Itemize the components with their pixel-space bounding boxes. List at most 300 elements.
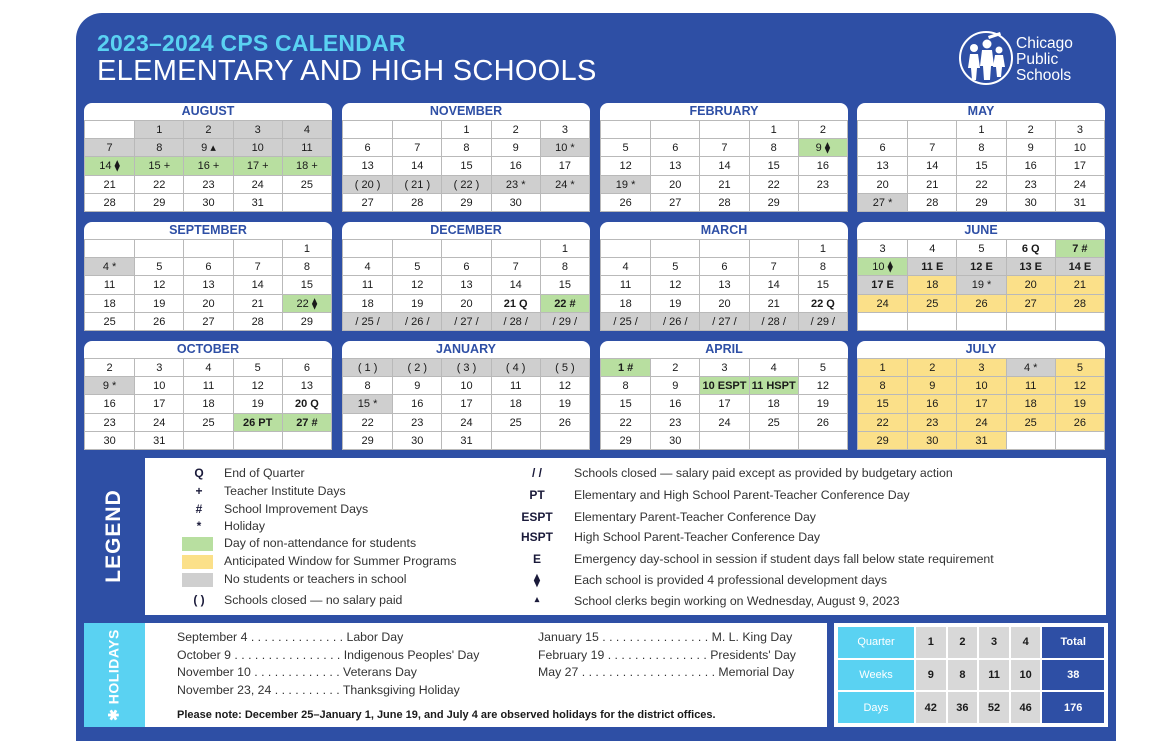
day-cell: 12 bbox=[392, 275, 441, 293]
table-cell: 46 bbox=[1011, 692, 1041, 723]
day-cell bbox=[540, 193, 589, 211]
day-cell: 30 bbox=[85, 431, 134, 449]
day-cell: 2 bbox=[650, 358, 699, 376]
day-cell: 22 Q bbox=[798, 294, 847, 312]
table-cell: 36 bbox=[948, 692, 978, 723]
day-cell: 31 bbox=[956, 431, 1005, 449]
day-cell: 15 bbox=[282, 275, 331, 293]
day-cell: 10 bbox=[134, 376, 183, 394]
day-cell: 4 * bbox=[1006, 358, 1055, 376]
holiday-item: January 15 . . . . . . . . . . . . . . . . M. L. King Day bbox=[538, 630, 793, 644]
day-cell: 12 bbox=[650, 275, 699, 293]
day-cell: 26 bbox=[798, 413, 847, 431]
legend-symbol: + bbox=[195, 484, 203, 498]
month-august bbox=[84, 103, 332, 212]
day-cell: 11 E bbox=[907, 257, 956, 275]
day-cell: 4 bbox=[601, 257, 650, 275]
month-grid bbox=[84, 239, 332, 331]
day-cell: 3 bbox=[699, 358, 748, 376]
holidays-panel bbox=[84, 623, 827, 727]
table-cell: Days bbox=[838, 692, 914, 723]
day-cell: / 27 / bbox=[441, 312, 490, 330]
day-cell: 10 bbox=[956, 376, 1005, 394]
day-cell bbox=[183, 239, 232, 257]
day-cell: 26 bbox=[540, 413, 589, 431]
day-cell: 8 bbox=[749, 138, 798, 156]
table-cell: 2 bbox=[948, 627, 978, 658]
day-cell: ( 20 ) bbox=[343, 175, 392, 193]
table-cell: 10 bbox=[1011, 660, 1041, 691]
day-cell: 5 bbox=[650, 257, 699, 275]
table-row bbox=[838, 692, 1104, 723]
day-cell: 22 bbox=[956, 175, 1005, 193]
day-cell: 1 bbox=[134, 120, 183, 138]
table-cell: 9 bbox=[916, 660, 946, 691]
green-swatch bbox=[182, 537, 213, 551]
day-cell: 15 bbox=[540, 275, 589, 293]
logo-text: Chicago Public Schools bbox=[1016, 35, 1073, 84]
day-cell: 17 bbox=[540, 156, 589, 174]
day-cell: ( 22 ) bbox=[441, 175, 490, 193]
day-cell bbox=[699, 239, 748, 257]
day-cell: 29 bbox=[343, 431, 392, 449]
legend-text: Schools closed — no salary paid bbox=[224, 593, 403, 607]
day-cell bbox=[282, 431, 331, 449]
day-cell: 11 bbox=[491, 376, 540, 394]
day-cell: 1 bbox=[956, 120, 1005, 138]
day-cell: 20 bbox=[858, 175, 907, 193]
day-cell: 16 bbox=[491, 156, 540, 174]
holiday-item: November 23, 24 . . . . . . . . . . Thanksgiving Holiday bbox=[177, 683, 460, 697]
legend-symbol: ( ) bbox=[193, 593, 205, 607]
calendar-subtitle: ELEMENTARY AND HIGH SCHOOLS bbox=[97, 55, 597, 87]
month-october bbox=[84, 341, 332, 450]
yellow-swatch bbox=[182, 555, 213, 569]
day-cell: 9 bbox=[392, 376, 441, 394]
day-cell: 11 bbox=[343, 275, 392, 293]
month-grid bbox=[342, 120, 590, 212]
day-cell: 16 bbox=[907, 394, 956, 412]
day-cell: 4 bbox=[907, 239, 956, 257]
calendar-title: 2023–2024 CPS CALENDAR bbox=[97, 30, 406, 56]
day-cell: 13 bbox=[441, 275, 490, 293]
day-cell: 6 Q bbox=[1006, 239, 1055, 257]
holiday-item: February 19 . . . . . . . . . . . . . . . Presidents' Day bbox=[538, 648, 796, 662]
day-cell: 25 bbox=[749, 413, 798, 431]
day-cell: 12 E bbox=[956, 257, 1005, 275]
day-cell bbox=[907, 120, 956, 138]
month-december bbox=[342, 222, 590, 331]
day-cell: 31 bbox=[134, 431, 183, 449]
day-cell: 6 bbox=[183, 257, 232, 275]
legend-symbol: PT bbox=[529, 488, 545, 502]
quarter-table-grid bbox=[836, 625, 1106, 725]
day-cell: 25 bbox=[85, 312, 134, 330]
day-cell bbox=[798, 193, 847, 211]
legend-symbol: Q bbox=[194, 466, 204, 480]
day-cell: 20 Q bbox=[282, 394, 331, 412]
day-cell: 17 bbox=[134, 394, 183, 412]
day-cell: 27 * bbox=[858, 193, 907, 211]
day-cell: 21 bbox=[749, 294, 798, 312]
day-cell: 17 bbox=[1055, 156, 1104, 174]
day-cell: 22 bbox=[343, 413, 392, 431]
day-cell: 4 bbox=[343, 257, 392, 275]
day-cell: 4 bbox=[183, 358, 232, 376]
day-cell: 19 * bbox=[601, 175, 650, 193]
day-cell: 3 bbox=[1055, 120, 1104, 138]
day-cell: 26 bbox=[1055, 413, 1104, 431]
month-july bbox=[857, 341, 1105, 450]
day-cell: 30 bbox=[183, 193, 232, 211]
month-grid bbox=[342, 358, 590, 450]
day-cell: 29 bbox=[601, 431, 650, 449]
legend-symbol: * bbox=[196, 519, 202, 533]
day-cell bbox=[907, 312, 956, 330]
table-cell: 42 bbox=[916, 692, 946, 723]
month-grid bbox=[857, 239, 1105, 331]
day-cell: 10 bbox=[1055, 138, 1104, 156]
day-cell: 12 bbox=[233, 376, 282, 394]
day-cell bbox=[282, 193, 331, 211]
month-november bbox=[342, 103, 590, 212]
day-cell: 18 bbox=[749, 394, 798, 412]
day-cell: / 26 / bbox=[650, 312, 699, 330]
day-cell: 7 bbox=[749, 257, 798, 275]
day-cell: 3 bbox=[134, 358, 183, 376]
day-cell: 22 bbox=[858, 413, 907, 431]
legend-text: Anticipated Window for Summer Programs bbox=[224, 554, 457, 568]
day-cell: 19 bbox=[233, 394, 282, 412]
day-cell: 30 bbox=[491, 193, 540, 211]
day-cell: 8 bbox=[441, 138, 490, 156]
day-cell bbox=[343, 120, 392, 138]
day-cell: 6 bbox=[699, 257, 748, 275]
day-cell: 28 bbox=[85, 193, 134, 211]
table-row bbox=[838, 627, 1104, 658]
day-cell: 29 bbox=[956, 193, 1005, 211]
day-cell: 22 ⧫ bbox=[282, 294, 331, 312]
day-cell: 1 bbox=[441, 120, 490, 138]
day-cell: 7 bbox=[85, 138, 134, 156]
day-cell: 17 bbox=[956, 394, 1005, 412]
day-cell: 25 bbox=[907, 294, 956, 312]
day-cell: 19 bbox=[134, 294, 183, 312]
day-cell: 23 bbox=[183, 175, 232, 193]
day-cell: 18 bbox=[907, 275, 956, 293]
day-cell: 3 bbox=[540, 120, 589, 138]
month-grid bbox=[84, 120, 332, 212]
legend-symbol: HSPT bbox=[520, 530, 553, 544]
day-cell: 14 bbox=[233, 275, 282, 293]
day-cell bbox=[650, 120, 699, 138]
day-cell: 9 bbox=[907, 376, 956, 394]
day-cell bbox=[749, 431, 798, 449]
day-cell: 9 * bbox=[85, 376, 134, 394]
day-cell: 16 bbox=[798, 156, 847, 174]
day-cell: 8 bbox=[798, 257, 847, 275]
day-cell: 6 bbox=[441, 257, 490, 275]
day-cell bbox=[749, 239, 798, 257]
day-cell: 6 bbox=[650, 138, 699, 156]
day-cell: 22 # bbox=[540, 294, 589, 312]
day-cell: 9 bbox=[650, 376, 699, 394]
month-grid bbox=[600, 239, 848, 331]
legend-text: Day of non-attendance for students bbox=[224, 536, 417, 550]
day-cell: 22 bbox=[749, 175, 798, 193]
day-cell: 13 E bbox=[1006, 257, 1055, 275]
day-cell: 22 bbox=[601, 413, 650, 431]
day-cell bbox=[540, 431, 589, 449]
day-cell: / 25 / bbox=[343, 312, 392, 330]
day-cell bbox=[1006, 312, 1055, 330]
day-cell: ( 2 ) bbox=[392, 358, 441, 376]
day-cell: 8 bbox=[956, 138, 1005, 156]
day-cell: 7 bbox=[491, 257, 540, 275]
day-cell bbox=[1006, 431, 1055, 449]
day-cell: 20 bbox=[441, 294, 490, 312]
day-cell: 5 bbox=[1055, 358, 1104, 376]
day-cell: 27 bbox=[650, 193, 699, 211]
day-cell: 15 bbox=[749, 156, 798, 174]
month-header: JULY bbox=[857, 341, 1105, 358]
day-cell: 29 bbox=[749, 193, 798, 211]
day-cell bbox=[956, 312, 1005, 330]
diamond-icon: ⧫ bbox=[534, 573, 540, 587]
day-cell: 15 bbox=[601, 394, 650, 412]
day-cell: 14 bbox=[491, 275, 540, 293]
day-cell: 20 bbox=[1006, 275, 1055, 293]
holiday-item: October 9 . . . . . . . . . . . . . . . . Indigenous Peoples' Day bbox=[177, 648, 480, 662]
day-cell: 14 E bbox=[1055, 257, 1104, 275]
day-cell: 29 bbox=[134, 193, 183, 211]
day-cell: / 25 / bbox=[601, 312, 650, 330]
day-cell: 10 bbox=[233, 138, 282, 156]
day-cell: 10 bbox=[441, 376, 490, 394]
day-cell: 12 bbox=[798, 376, 847, 394]
month-header: MAY bbox=[857, 103, 1105, 120]
day-cell: 24 bbox=[699, 413, 748, 431]
day-cell: 28 bbox=[233, 312, 282, 330]
day-cell bbox=[441, 239, 490, 257]
month-header: OCTOBER bbox=[84, 341, 332, 358]
day-cell: 19 bbox=[650, 294, 699, 312]
day-cell: 11 bbox=[1006, 376, 1055, 394]
day-cell: ( 21 ) bbox=[392, 175, 441, 193]
legend-text: Emergency day-school in session if student days fall below state requirement bbox=[574, 552, 994, 566]
cps-logo bbox=[958, 30, 1098, 88]
gray-swatch bbox=[182, 573, 213, 587]
day-cell: 1 # bbox=[601, 358, 650, 376]
day-cell: 30 bbox=[650, 431, 699, 449]
day-cell: 28 bbox=[699, 193, 748, 211]
day-cell: 9 ▴ bbox=[183, 138, 232, 156]
day-cell: 9 bbox=[491, 138, 540, 156]
month-grid bbox=[600, 120, 848, 212]
month-may bbox=[857, 103, 1105, 212]
month-march bbox=[600, 222, 848, 331]
month-june bbox=[857, 222, 1105, 331]
day-cell: 14 bbox=[907, 156, 956, 174]
day-cell: 12 bbox=[601, 156, 650, 174]
legend-text: End of Quarter bbox=[224, 466, 305, 480]
day-cell bbox=[650, 239, 699, 257]
day-cell: 5 bbox=[134, 257, 183, 275]
day-cell: 23 bbox=[85, 413, 134, 431]
table-cell: Weeks bbox=[838, 660, 914, 691]
legend-text: Schools closed — salary paid except as provided by budgetary action bbox=[574, 466, 953, 480]
day-cell: 29 bbox=[282, 312, 331, 330]
day-cell: 7 bbox=[907, 138, 956, 156]
day-cell: 27 bbox=[183, 312, 232, 330]
day-cell: 18 bbox=[491, 394, 540, 412]
day-cell: 19 bbox=[392, 294, 441, 312]
day-cell: 10 * bbox=[540, 138, 589, 156]
legend-text: Elementary and High School Parent-Teacher Conference Day bbox=[574, 488, 910, 502]
day-cell: 13 bbox=[650, 156, 699, 174]
day-cell: 24 bbox=[233, 175, 282, 193]
month-april bbox=[600, 341, 848, 450]
day-cell: 25 bbox=[491, 413, 540, 431]
day-cell: 15 bbox=[441, 156, 490, 174]
table-row bbox=[838, 660, 1104, 691]
day-cell: 25 bbox=[1006, 413, 1055, 431]
day-cell: 14 bbox=[392, 156, 441, 174]
day-cell bbox=[392, 120, 441, 138]
day-cell: 12 bbox=[540, 376, 589, 394]
day-cell: 9 ⧫ bbox=[798, 138, 847, 156]
day-cell: 13 bbox=[699, 275, 748, 293]
day-cell: 24 * bbox=[540, 175, 589, 193]
day-cell: 1 bbox=[540, 239, 589, 257]
day-cell: 24 bbox=[1055, 175, 1104, 193]
day-cell: 14 bbox=[749, 275, 798, 293]
day-cell bbox=[233, 239, 282, 257]
day-cell bbox=[392, 239, 441, 257]
day-cell: 2 bbox=[491, 120, 540, 138]
day-cell: 5 bbox=[601, 138, 650, 156]
month-grid bbox=[600, 358, 848, 450]
day-cell: / 26 / bbox=[392, 312, 441, 330]
day-cell: 15 bbox=[956, 156, 1005, 174]
legend-text: School clerks begin working on Wednesday, August 9, 2023 bbox=[574, 594, 900, 608]
month-header: NOVEMBER bbox=[342, 103, 590, 120]
day-cell: 23 bbox=[798, 175, 847, 193]
day-cell: 27 # bbox=[282, 413, 331, 431]
day-cell: 2 bbox=[907, 358, 956, 376]
month-header: MARCH bbox=[600, 222, 848, 239]
day-cell: 8 bbox=[540, 257, 589, 275]
day-cell: 26 PT bbox=[233, 413, 282, 431]
day-cell: 2 bbox=[1006, 120, 1055, 138]
month-january bbox=[342, 341, 590, 450]
legend-symbol: E bbox=[532, 552, 541, 566]
quarter-table bbox=[834, 623, 1108, 727]
day-cell bbox=[858, 120, 907, 138]
day-cell: 27 bbox=[343, 193, 392, 211]
month-september bbox=[84, 222, 332, 331]
day-cell: ( 4 ) bbox=[491, 358, 540, 376]
month-grid bbox=[857, 120, 1105, 212]
day-cell: 31 bbox=[233, 193, 282, 211]
day-cell: 21 bbox=[907, 175, 956, 193]
table-cell: Total bbox=[1042, 627, 1104, 658]
month-header: JUNE bbox=[857, 222, 1105, 239]
day-cell: 18 bbox=[85, 294, 134, 312]
day-cell: 23 * bbox=[491, 175, 540, 193]
legend-symbol: ESPT bbox=[521, 510, 553, 524]
day-cell: 4 bbox=[749, 358, 798, 376]
day-cell: 9 bbox=[1006, 138, 1055, 156]
day-cell: 21 bbox=[233, 294, 282, 312]
triangle-icon: ▴ bbox=[534, 594, 540, 604]
legend-symbol: / / bbox=[531, 466, 542, 480]
day-cell: 18 bbox=[1006, 394, 1055, 412]
day-cell: 26 bbox=[134, 312, 183, 330]
day-cell: 5 bbox=[798, 358, 847, 376]
day-cell: 6 bbox=[858, 138, 907, 156]
day-cell: 20 bbox=[650, 175, 699, 193]
day-cell: 19 * bbox=[956, 275, 1005, 293]
day-cell: 7 bbox=[699, 138, 748, 156]
day-cell: 17 bbox=[441, 394, 490, 412]
day-cell: / 28 / bbox=[491, 312, 540, 330]
day-cell: 26 bbox=[601, 193, 650, 211]
day-cell: 8 bbox=[282, 257, 331, 275]
day-cell: 2 bbox=[85, 358, 134, 376]
day-cell: 1 bbox=[798, 239, 847, 257]
day-cell: 3 bbox=[956, 358, 1005, 376]
day-cell: 7 # bbox=[1055, 239, 1104, 257]
day-cell: 18 bbox=[601, 294, 650, 312]
day-cell: / 27 / bbox=[699, 312, 748, 330]
month-february bbox=[600, 103, 848, 212]
day-cell: 8 bbox=[343, 376, 392, 394]
day-cell bbox=[85, 239, 134, 257]
day-cell bbox=[699, 120, 748, 138]
day-cell bbox=[134, 239, 183, 257]
day-cell: 16 bbox=[650, 394, 699, 412]
table-cell: 1 bbox=[916, 627, 946, 658]
day-cell: 23 bbox=[650, 413, 699, 431]
day-cell: 17 bbox=[699, 394, 748, 412]
day-cell: 23 bbox=[392, 413, 441, 431]
day-cell: 15 bbox=[798, 275, 847, 293]
day-cell: 25 bbox=[183, 413, 232, 431]
day-cell: 5 bbox=[392, 257, 441, 275]
day-cell: 7 bbox=[233, 257, 282, 275]
month-header: APRIL bbox=[600, 341, 848, 358]
day-cell: 6 bbox=[282, 358, 331, 376]
day-cell: 4 * bbox=[85, 257, 134, 275]
day-cell: 24 bbox=[441, 413, 490, 431]
day-cell: 10 ⧫ bbox=[858, 257, 907, 275]
day-cell: 13 bbox=[183, 275, 232, 293]
day-cell: 12 bbox=[1055, 376, 1104, 394]
day-cell: 7 bbox=[392, 138, 441, 156]
day-cell: / 29 / bbox=[540, 312, 589, 330]
day-cell: 19 bbox=[540, 394, 589, 412]
day-cell: 13 bbox=[343, 156, 392, 174]
day-cell: 27 bbox=[1006, 294, 1055, 312]
day-cell: 3 bbox=[233, 120, 282, 138]
day-cell: 2 bbox=[798, 120, 847, 138]
day-cell bbox=[798, 431, 847, 449]
day-cell bbox=[233, 431, 282, 449]
table-cell: 8 bbox=[948, 660, 978, 691]
day-cell: 5 bbox=[956, 239, 1005, 257]
day-cell bbox=[601, 120, 650, 138]
